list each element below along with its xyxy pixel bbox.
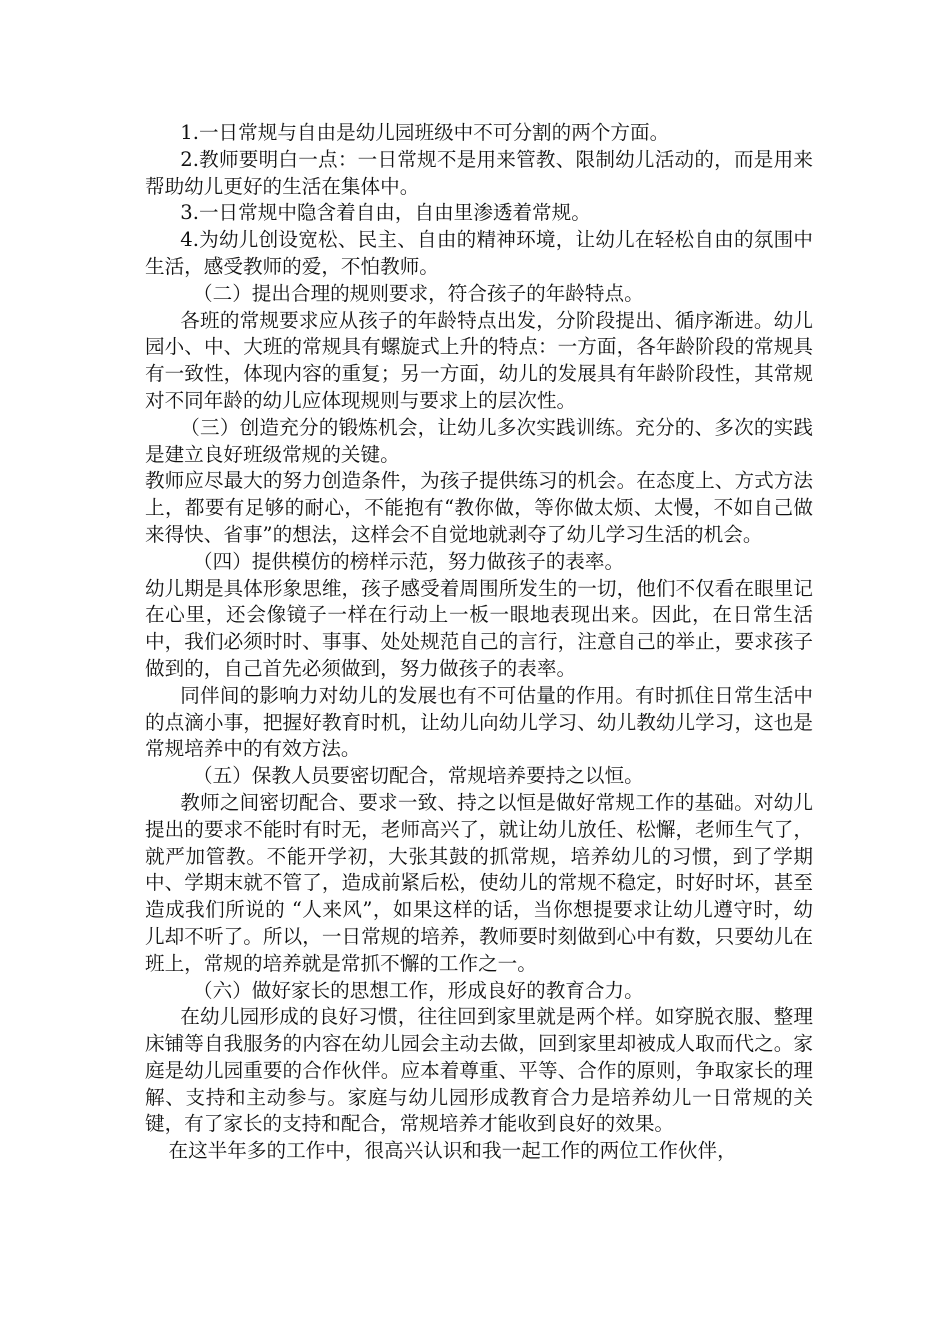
paragraph-item-1: 1.一日常规与自由是幼儿园班级中不可分割的两个方面。 bbox=[180, 121, 670, 144]
section-heading-6: （六）做好家长的思想工作，形成良好的教育合力。 bbox=[193, 978, 644, 1002]
paragraph-item-2: 2.教师要明白一点：一日常规不是用来管教、限制幼儿活动的，而是用来帮助幼儿更好的生活在集体中。 bbox=[145, 147, 813, 198]
paragraph-item-4: 4.为幼儿创设宽松、民主、自由的精神环境，让幼儿在轻松自由的氛围中生活，感受教师的爱，不怕教师。 bbox=[145, 228, 813, 278]
section-heading-4: （四）提供模仿的榜样示范，努力做孩子的表率。 bbox=[193, 549, 625, 573]
document-body bbox=[145, 120, 813, 1165]
paragraph-role-model: 幼儿期是具体形象思维，孩子感受着周围所发生的一切，他们不仅看在眼里记在心里，还会像镜子一样在行动上一板一眼地表现出来。因此，在日常生活中，我们必须时时、事事、处处规范自己的言行，注意自己的举止，要求孩子做到的，自己首先必须做到，努力做孩子的表率。 bbox=[145, 576, 813, 680]
paragraph-closing: 在这半年多的工作中，很高兴认识和我一起工作的两位工作伙伴， bbox=[168, 1139, 737, 1163]
paragraph-practice: 教师应尽最大的努力创造条件，为孩子提供练习的机会。在态度上、方式方法上，都要有足够的耐心，不能抱有“教你做，等你做太烦、太慢，不如自己做来得快、省事”的想法，这样会不自觉地就剥夺了幼儿学习生活的机会。 bbox=[145, 469, 813, 546]
paragraph-age-characteristics: 各班的常规要求应从孩子的年龄特点出发，分阶段提出、循序渐进。幼儿园小、中、大班的常规具有螺旋式上升的特点：一方面，各年龄阶段的常规具有一致性，体现内容的重复；另一方面，幼儿的发展具有年龄阶段性，其常规对不同年龄的幼儿应体现规则与要求上的层次性。 bbox=[145, 308, 813, 412]
paragraph-peer-influence: 同伴间的影响力对幼儿的发展也有不可估量的作用。有时抓住日常生活中的点滴小事，把握好教育时机，让幼儿向幼儿学习、幼儿教幼儿学习，这也是常规培养中的有效方法。 bbox=[145, 683, 813, 761]
section-heading-2: （二）提出合理的规则要求，符合孩子的年龄特点。 bbox=[193, 281, 644, 305]
paragraph-family: 在幼儿园形成的良好习惯，往往回到家里就是两个样。如穿脱衣服、整理床铺等自我服务的内容在幼儿园会主动去做，回到家里却被成人取而代之。家庭是幼儿园重要的合作伙伴。应本着尊重、平等、合作的原则，争取家长的理解、支持和主动参与。家庭与幼儿园形成教育合力是培养幼儿一日常规的关键，有了家长的支持和配合，常规培养才能收到良好的效果。 bbox=[145, 1005, 813, 1136]
paragraph-cooperation: 教师之间密切配合、要求一致、持之以恒是做好常规工作的基础。对幼儿提出的要求不能时有时无，老师高兴了，就让幼儿放任、松懈，老师生气了，就严加管教。不能开学初，大张其鼓的抓常规，培养幼儿的习惯，到了学期中、学期末就不管了，造成前紧后松，使幼儿的常规不稳定，时好时坏，甚至造成我们所说的 “人来风”，如果这样的话，当你想提要求让幼儿遵守时，幼儿却不听了。所以，一日常规的培养，教师要时刻做到心中有数，只要幼儿在班上，常规的培养就是常抓不懈的工作之一。 bbox=[145, 790, 813, 975]
paragraph-item-3: 3.一日常规中隐含着自由，自由里渗透着常规。 bbox=[180, 201, 591, 225]
section-heading-3: （三）创造充分的锻炼机会，让幼儿多次实践训练。充分的、多次的实践是建立良好班级常规的关键。 bbox=[145, 415, 813, 466]
section-heading-5: （五）保教人员要密切配合，常规培养要持之以恒。 bbox=[193, 764, 644, 788]
